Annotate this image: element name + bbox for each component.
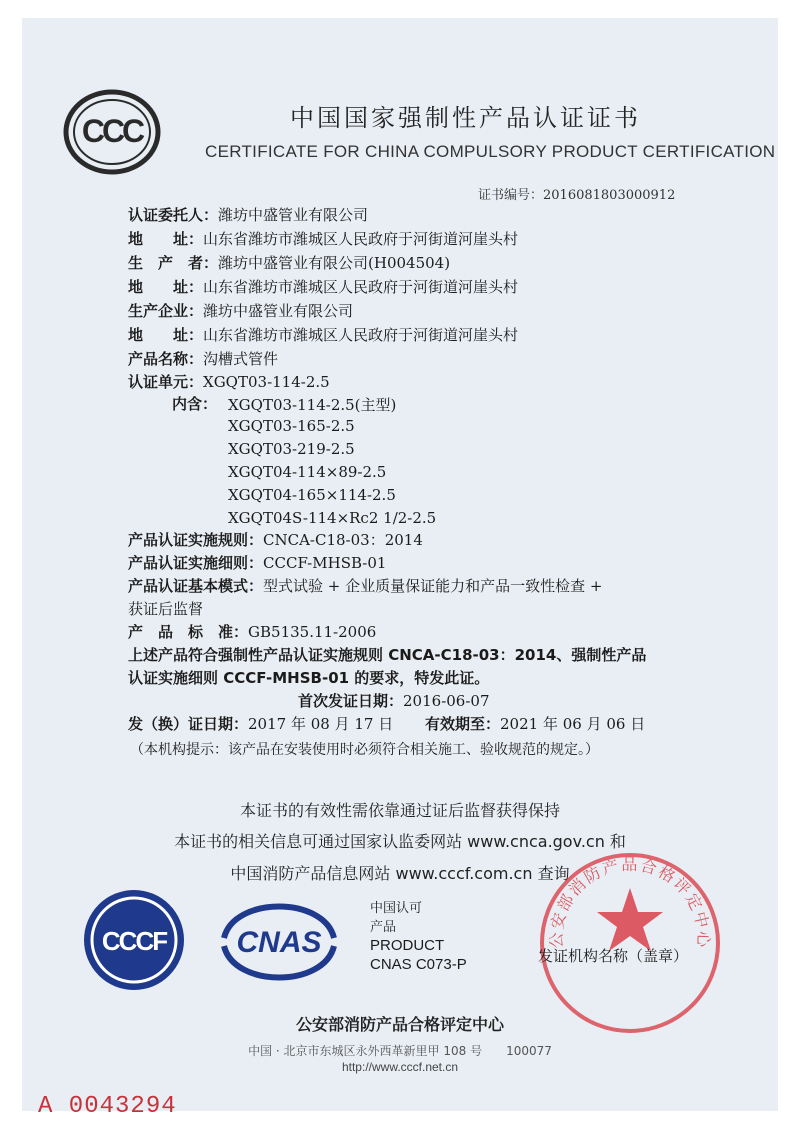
footer-line-2: 本证书的相关信息可通过国家认监委网站 www.cnca.gov.cn 和 xyxy=(174,832,626,851)
field-factory: 生产企业：潍坊中盛管业有限公司 xyxy=(128,302,354,320)
cert-number: 证书编号：2016081803000912 xyxy=(478,188,676,203)
product-standard: 产 品 标 准：GB5135.11-2006 xyxy=(128,623,377,641)
contains-item: XGQT03-165-2.5 xyxy=(228,417,355,435)
rule-mode: 产品认证基本模式：型式试验 + 企业质量保证能力和产品一致性检查 + xyxy=(128,577,603,595)
issue-date: 发（换）证日期：2017 年 08 月 17 日 xyxy=(128,715,394,733)
svg-text:公安部消防产品合格评定中心: 公安部消防产品合格评定中心 xyxy=(546,854,714,950)
contains-label: 内含： xyxy=(172,395,218,413)
contains-item: XGQT03-114-2.5(主型) xyxy=(228,396,397,414)
field-address-2: 地 址：山东省潍坊市潍城区人民政府于河街道河崖头村 xyxy=(128,278,519,296)
cccf-logo-icon xyxy=(82,888,186,992)
statement-line-2: 认证实施细则 CCCF-MHSB-01 的要求，特发此证。 xyxy=(128,669,490,687)
svg-text:CCC: CCC xyxy=(81,113,143,149)
field-cert-unit: 认证单元：XGQT03-114-2.5 xyxy=(128,373,330,391)
contains-item: XGQT04-165×114-2.5 xyxy=(228,486,396,504)
ccc-logo-icon xyxy=(62,82,162,182)
first-issue: 首次发证日期：2016-06-07 xyxy=(298,692,490,710)
contains-item: XGQT03-219-2.5 xyxy=(228,440,355,458)
footer-line-3: 中国消防产品信息网站 www.cccf.com.cn 查询 xyxy=(230,864,570,883)
field-product-name: 产品名称：沟槽式管件 xyxy=(128,350,279,368)
rule-details: 产品认证实施细则：CCCF-MHSB-01 xyxy=(128,554,387,572)
field-address-1: 地 址：山东省潍坊市潍城区人民政府于河街道河崖头村 xyxy=(128,230,519,248)
valid-date: 有效期至：2021 年 06 月 06 日 xyxy=(425,715,646,733)
notice: （本机构提示：该产品在安装使用时必须符合相关施工、验收规范的规定。） xyxy=(130,742,599,758)
rule-mode-cont: 获证后监督 xyxy=(128,600,204,618)
org-url: http://www.cccf.net.cn xyxy=(341,1060,459,1074)
issuer-label: 发证机构名称（盖章） xyxy=(538,947,689,965)
svg-text:CNAS: CNAS xyxy=(236,926,322,959)
contains-item: XGQT04-114×89-2.5 xyxy=(228,463,387,481)
cnas-caption: 中国认可 产品 PRODUCT CNAS C073-P xyxy=(370,900,467,973)
org-address: 中国 · 北京市东城区永外西革新里甲 108 号 100077 xyxy=(248,1044,552,1058)
serial-number: A 0043294 xyxy=(38,1093,177,1120)
title-en: CERTIFICATE FOR CHINA COMPULSORY PRODUCT CERTIFICATION xyxy=(205,142,776,161)
contains-item: XGQT04S-114×Rc2 1/2-2.5 xyxy=(228,509,437,527)
field-manufacturer: 生 产 者：潍坊中盛管业有限公司(H004504) xyxy=(128,254,451,272)
cnas-logo-icon xyxy=(214,888,344,994)
org-name: 公安部消防产品合格评定中心 xyxy=(295,1015,504,1034)
footer-line-1: 本证书的有效性需依靠通过证后监督获得保持 xyxy=(239,801,560,820)
official-seal-icon xyxy=(535,848,725,1038)
statement-line-1: 上述产品符合强制性产品认证实施规则 CNCA-C18-03：2014、强制性产品 xyxy=(128,646,647,664)
svg-text:CCCF: CCCF xyxy=(101,926,167,956)
field-applicant: 认证委托人：潍坊中盛管业有限公司 xyxy=(128,206,369,224)
field-address-3: 地 址：山东省潍坊市潍城区人民政府于河街道河崖头村 xyxy=(128,326,519,344)
title-cn: 中国国家强制性产品认证证书 xyxy=(290,104,641,132)
rule-implementation: 产品认证实施规则：CNCA-C18-03：2014 xyxy=(128,531,423,549)
